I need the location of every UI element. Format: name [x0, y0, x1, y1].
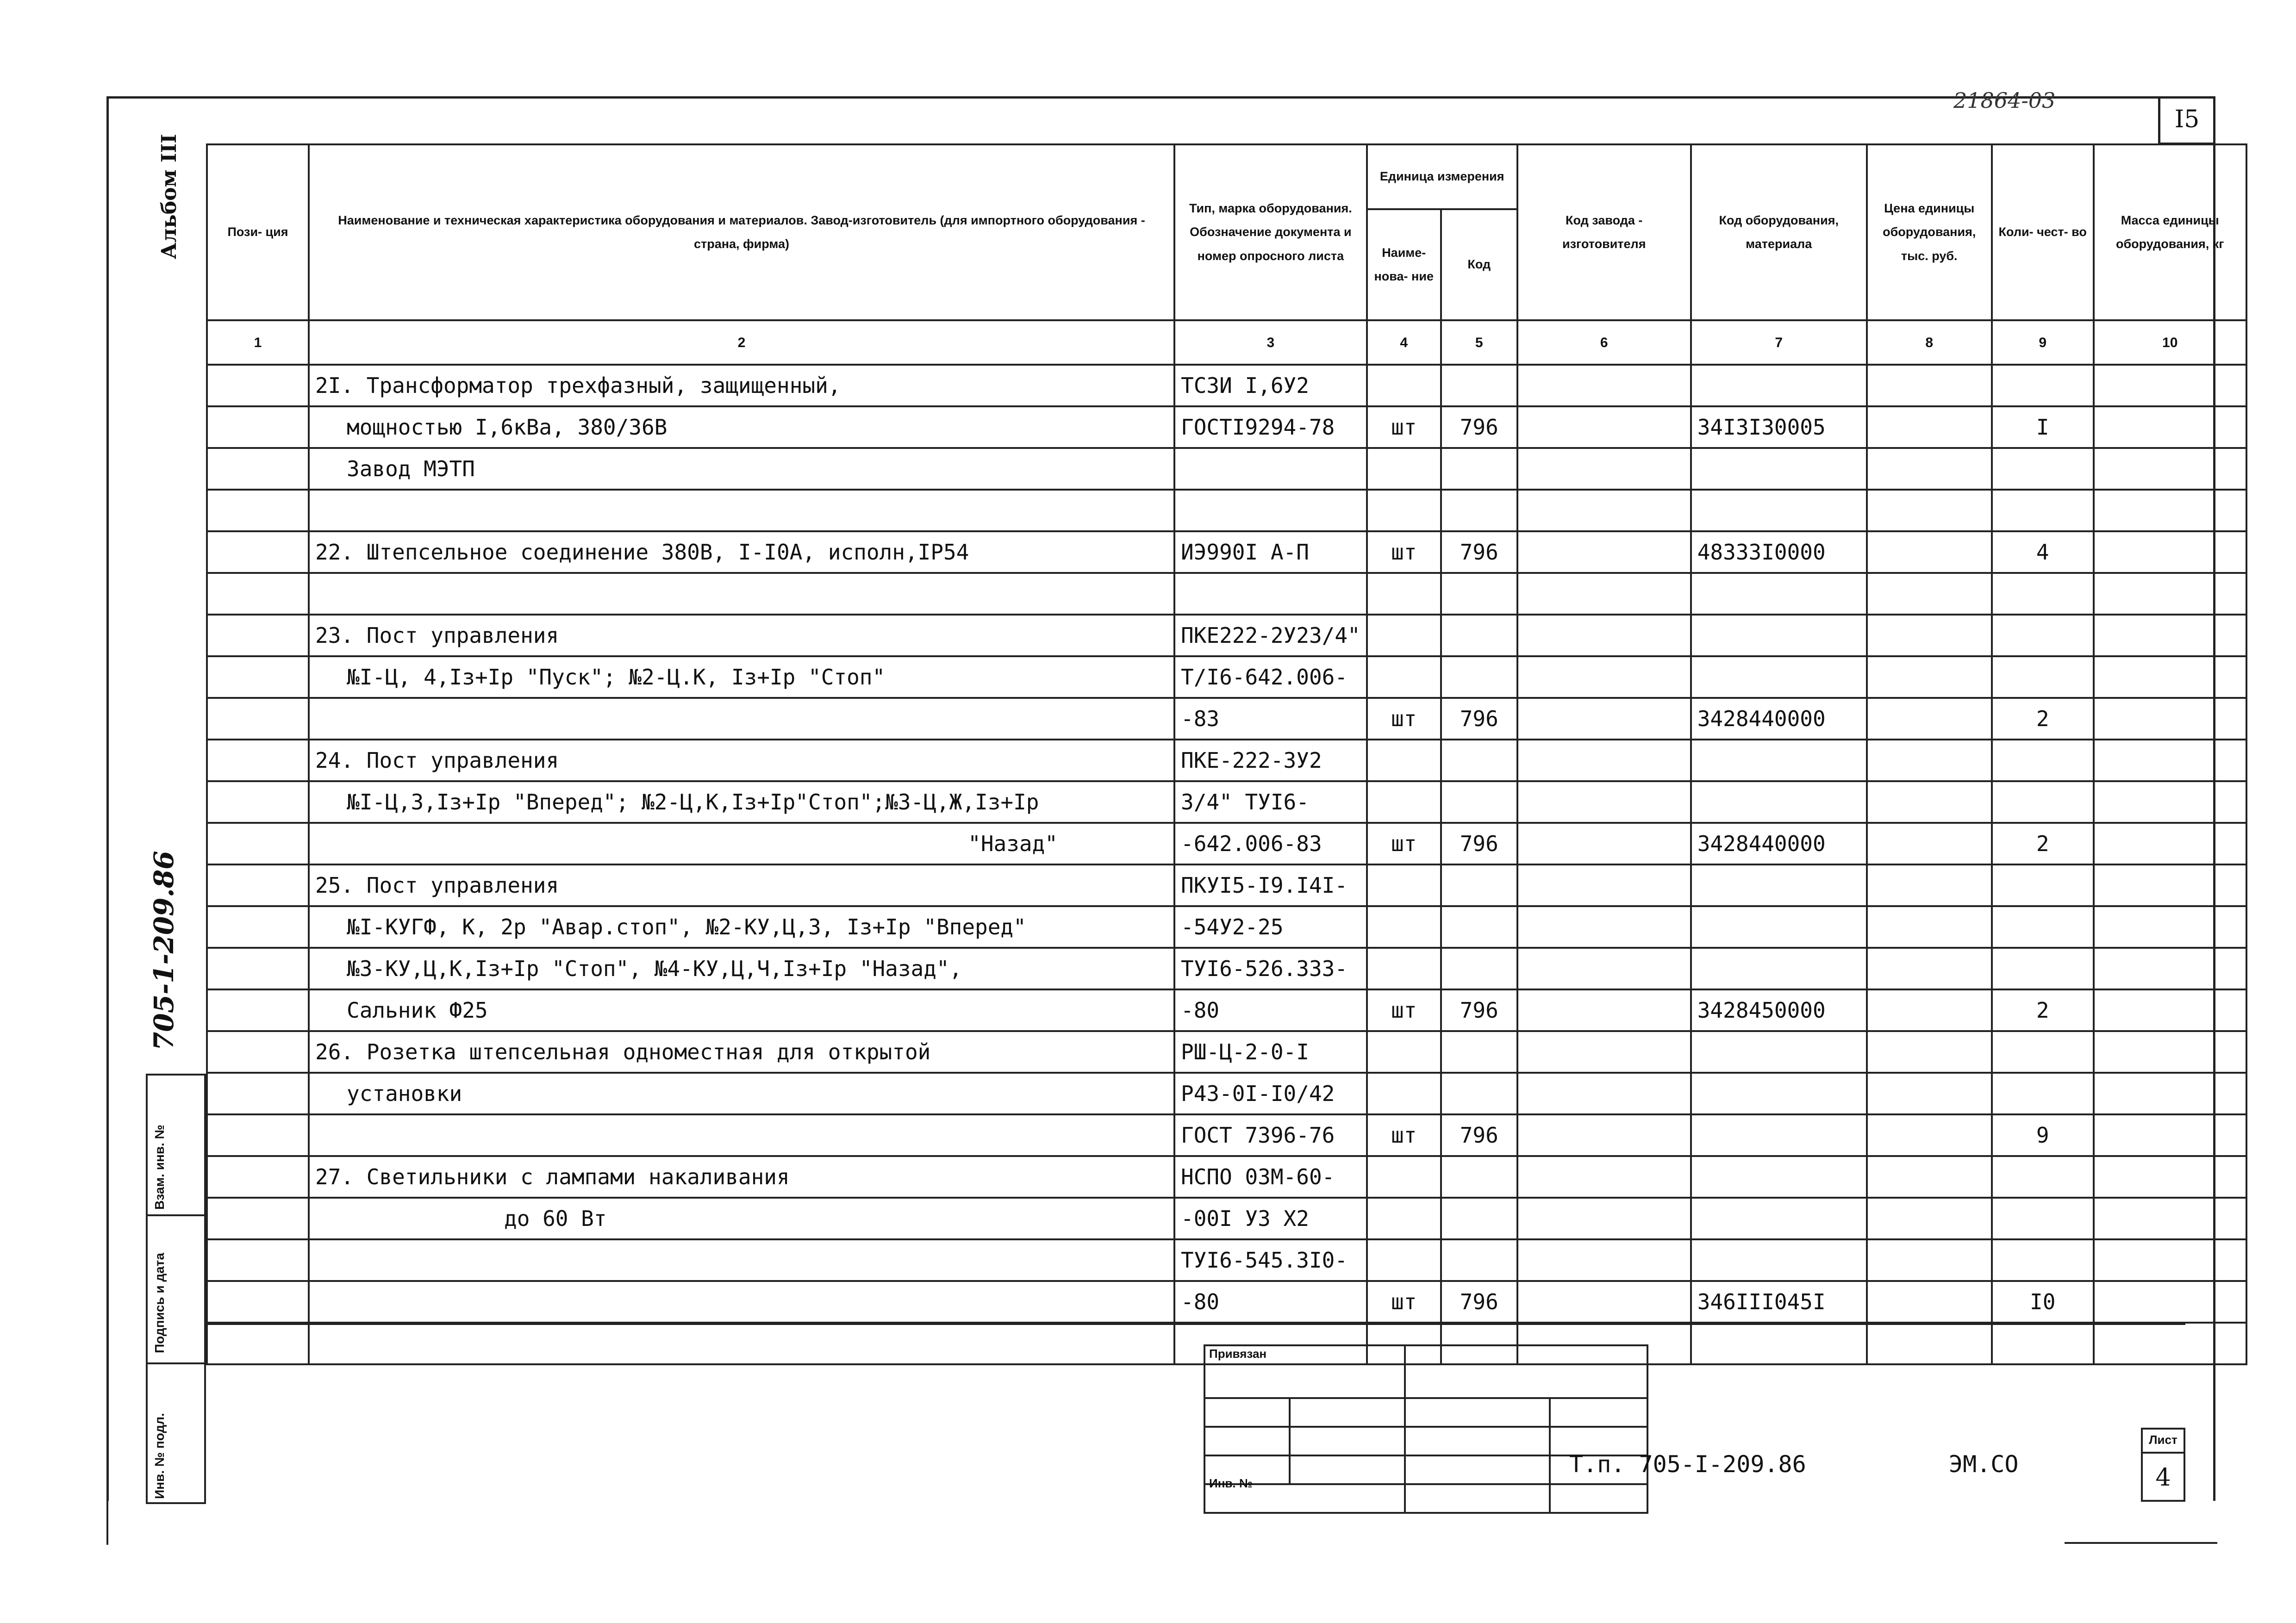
unit-cell [1367, 656, 1441, 698]
type-cell: ИЭ990I А-П [1174, 531, 1367, 573]
mass-cell [2094, 864, 2246, 906]
maker-code-cell [1517, 740, 1691, 781]
maker-code-cell [1517, 864, 1691, 906]
type-cell: -80 [1174, 1281, 1367, 1323]
document-section: ЭМ.СО [1949, 1451, 2019, 1478]
header-row [207, 144, 2246, 209]
name-cell: №I-Ц,3,Iз+Iр "Вперед"; №2-Ц,К,Iз+Iр"Стоп";№3-Ц,Ж,Iз+Iр [309, 781, 1174, 823]
name-cell: 26. Розетка штепсельная одноместная для открытой [309, 1031, 1174, 1073]
eq-code-cell [1691, 573, 1867, 615]
header-unit: Единица измерения [1367, 144, 1517, 209]
type-cell: ПКУI5-I9.I4I- [1174, 864, 1367, 906]
mass-cell [2094, 823, 2246, 864]
qty-cell: I [1992, 406, 2094, 448]
maker-code-cell [1517, 1073, 1691, 1114]
price-cell [1867, 656, 1992, 698]
name-cell [309, 573, 1174, 615]
qty-cell: 2 [1992, 698, 2094, 740]
maker-code-cell [1517, 1239, 1691, 1281]
table-row [207, 989, 2246, 1031]
name-cell: 25. Пост управления [309, 864, 1174, 906]
pos-cell [207, 781, 309, 823]
price-cell [1867, 906, 1992, 948]
price-cell [1867, 948, 1992, 989]
qty-cell [1992, 864, 2094, 906]
table-row [207, 781, 2246, 823]
qty-cell [1992, 1031, 2094, 1073]
pos-cell [207, 948, 309, 989]
unit-code-cell [1441, 365, 1517, 406]
table-row [207, 906, 2246, 948]
type-cell: ГОСТI9294-78 [1174, 406, 1367, 448]
unit-code-cell [1441, 1031, 1517, 1073]
maker-code-cell [1517, 1114, 1691, 1156]
maker-code-cell [1517, 573, 1691, 615]
price-cell [1867, 365, 1992, 406]
table-row [207, 823, 2246, 864]
maker-code-cell [1517, 781, 1691, 823]
type-cell: НСПО 03М-60- [1174, 1156, 1367, 1198]
eq-code-cell: 3428440000 [1691, 698, 1867, 740]
table-row [207, 448, 2246, 490]
maker-code-cell [1517, 365, 1691, 406]
qty-cell [1992, 365, 2094, 406]
col-number: 2 [309, 320, 1174, 365]
table-row [207, 531, 2246, 573]
price-cell [1867, 448, 1992, 490]
sheet-corner-number: I5 [2158, 96, 2214, 145]
table-row [207, 490, 2246, 531]
mass-cell [2094, 1073, 2246, 1114]
unit-code-cell [1441, 1073, 1517, 1114]
table-row [207, 1114, 2246, 1156]
mass-cell [2094, 448, 2246, 490]
album-label: Альбом III [157, 134, 181, 259]
mass-cell [2094, 740, 2246, 781]
price-cell [1867, 823, 1992, 864]
maker-code-cell [1517, 1031, 1691, 1073]
price-cell [1867, 1281, 1992, 1323]
qty-cell [1992, 448, 2094, 490]
unit-code-cell: 796 [1441, 1281, 1517, 1323]
price-cell [1867, 1198, 1992, 1239]
maker-code-cell [1517, 989, 1691, 1031]
header-maker-code: Код завода - изготовителя [1517, 144, 1691, 320]
maker-code-cell [1517, 698, 1691, 740]
table-row [207, 365, 2246, 406]
price-cell [1867, 989, 1992, 1031]
eq-code-cell [1691, 1031, 1867, 1073]
type-cell: -642.006-83 [1174, 823, 1367, 864]
sheet-number: 4 [2155, 1464, 2171, 1492]
type-cell: ТУI6-526.333- [1174, 948, 1367, 989]
eq-code-cell [1691, 948, 1867, 989]
header-eq-code: Код оборудования, материала [1691, 144, 1867, 320]
type-cell: 3/4" ТУI6- [1174, 781, 1367, 823]
mass-cell [2094, 1031, 2246, 1073]
type-cell: -83 [1174, 698, 1367, 740]
unit-cell [1367, 1073, 1441, 1114]
col-number: 3 [1174, 320, 1367, 365]
name-cell: Завод МЭТП [309, 448, 1174, 490]
qty-cell [1992, 1198, 2094, 1239]
mass-cell [2094, 989, 2246, 1031]
unit-code-cell: 796 [1441, 531, 1517, 573]
name-cell [309, 490, 1174, 531]
maker-code-cell [1517, 406, 1691, 448]
mass-cell [2094, 1198, 2246, 1239]
qty-cell [1992, 948, 2094, 989]
unit-code-cell [1441, 448, 1517, 490]
column-number-row [207, 320, 2246, 365]
table-row [207, 1239, 2246, 1281]
table-row [207, 740, 2246, 781]
unit-cell [1367, 740, 1441, 781]
qty-cell [1992, 1239, 2094, 1281]
qty-cell: 4 [1992, 531, 2094, 573]
archive-number: 21864-03 [1953, 88, 2056, 113]
pos-cell [207, 1031, 309, 1073]
header-qty: Коли- чест- во [1992, 144, 2094, 320]
unit-code-cell: 796 [1441, 406, 1517, 448]
mass-cell [2094, 531, 2246, 573]
eq-code-cell [1691, 656, 1867, 698]
eq-code-cell [1691, 1073, 1867, 1114]
name-cell: №3-КУ,Ц,К,Iз+Iр "Стоп", №4-КУ,Ц,Ч,Iз+Iр "Назад", [309, 948, 1174, 989]
qty-cell: 2 [1992, 989, 2094, 1031]
price-cell [1867, 1031, 1992, 1073]
table-row [207, 948, 2246, 989]
table-row [207, 1156, 2246, 1198]
approval-stamp [146, 1074, 206, 1504]
unit-code-cell [1441, 864, 1517, 906]
col-number: 1 [207, 320, 309, 365]
pos-cell [207, 864, 309, 906]
price-cell [1867, 1156, 1992, 1198]
pos-cell [207, 490, 309, 531]
qty-cell [1992, 1156, 2094, 1198]
unit-cell [1367, 864, 1441, 906]
mass-cell [2094, 698, 2246, 740]
pos-cell [207, 1281, 309, 1323]
unit-cell: шт [1367, 531, 1441, 573]
table-row [207, 1198, 2246, 1239]
unit-code-cell [1441, 740, 1517, 781]
unit-cell [1367, 1198, 1441, 1239]
pos-cell [207, 989, 309, 1031]
type-cell: ГОСТ 7396-76 [1174, 1114, 1367, 1156]
name-cell: мощностью I,6кВа, 380/36В [309, 406, 1174, 448]
col-number: 6 [1517, 320, 1691, 365]
pos-cell [207, 1114, 309, 1156]
eq-code-cell: 346III045I [1691, 1281, 1867, 1323]
stamp-inv-orig: Инв. № подл. [152, 1413, 167, 1499]
unit-cell: шт [1367, 1281, 1441, 1323]
unit-cell [1367, 448, 1441, 490]
eq-code-cell [1691, 615, 1867, 656]
mass-cell [2094, 406, 2246, 448]
unit-cell [1367, 906, 1441, 948]
mass-cell [2094, 1239, 2246, 1281]
table-row [207, 406, 2246, 448]
unit-code-cell [1441, 573, 1517, 615]
left-tail-rule [106, 1501, 108, 1545]
qty-cell [1992, 656, 2094, 698]
col-number: 4 [1367, 320, 1441, 365]
price-cell [1867, 864, 1992, 906]
eq-code-cell [1691, 1239, 1867, 1281]
price-cell [1867, 490, 1992, 531]
bound-label: Привязан [1209, 1347, 1267, 1361]
pos-cell [207, 365, 309, 406]
maker-code-cell [1517, 1281, 1691, 1323]
type-cell [1174, 573, 1367, 615]
eq-code-cell: 3428440000 [1691, 823, 1867, 864]
col-number: 10 [2094, 320, 2246, 365]
mass-cell [2094, 948, 2246, 989]
binding-table [1204, 1344, 1648, 1514]
unit-cell: шт [1367, 406, 1441, 448]
table-row [207, 1031, 2246, 1073]
price-cell [1867, 698, 1992, 740]
qty-cell [1992, 1073, 2094, 1114]
maker-code-cell [1517, 1156, 1691, 1198]
unit-cell: шт [1367, 698, 1441, 740]
unit-code-cell [1441, 948, 1517, 989]
qty-cell: 2 [1992, 823, 2094, 864]
unit-code-cell: 796 [1441, 1114, 1517, 1156]
qty-cell [1992, 615, 2094, 656]
unit-code-cell: 796 [1441, 823, 1517, 864]
unit-cell [1367, 490, 1441, 531]
col-number: 7 [1691, 320, 1867, 365]
maker-code-cell [1517, 448, 1691, 490]
mass-cell [2094, 1281, 2246, 1323]
eq-code-cell [1691, 906, 1867, 948]
eq-code-cell [1691, 490, 1867, 531]
price-cell [1867, 406, 1992, 448]
title-block [206, 1323, 2185, 1501]
unit-code-cell [1441, 615, 1517, 656]
type-cell: ТУI6-545.3I0- [1174, 1239, 1367, 1281]
pos-cell [207, 406, 309, 448]
price-cell [1867, 531, 1992, 573]
price-cell [1867, 1073, 1992, 1114]
pos-cell [207, 531, 309, 573]
pos-cell [207, 1073, 309, 1114]
unit-cell: шт [1367, 823, 1441, 864]
mass-cell [2094, 656, 2246, 698]
type-cell: -80 [1174, 989, 1367, 1031]
pos-cell [207, 1239, 309, 1281]
mass-cell [2094, 781, 2246, 823]
maker-code-cell [1517, 656, 1691, 698]
pos-cell [207, 906, 309, 948]
type-cell: РШ-Ц-2-0-I [1174, 1031, 1367, 1073]
name-cell: 23. Пост управления [309, 615, 1174, 656]
header-unit-code: Код [1441, 209, 1517, 320]
name-cell [309, 698, 1174, 740]
header-mass: Масса единицы оборудования, кг [2094, 144, 2246, 320]
unit-cell [1367, 1156, 1441, 1198]
unit-code-cell [1441, 906, 1517, 948]
eq-code-cell: 34I3I30005 [1691, 406, 1867, 448]
name-cell: 2I. Трансформатор трехфазный, защищенный, [309, 365, 1174, 406]
pos-cell [207, 615, 309, 656]
qty-cell [1992, 573, 2094, 615]
header-type: Тип, марка оборудования. Обозначение документа и номер опросного листа [1174, 144, 1367, 320]
price-cell [1867, 1239, 1992, 1281]
stamp-inv-sub: Взам. инв. № [152, 1125, 167, 1210]
pos-cell [207, 1198, 309, 1239]
unit-code-cell [1441, 1156, 1517, 1198]
unit-cell [1367, 1239, 1441, 1281]
table-body [207, 365, 2246, 1364]
name-cell: 24. Пост управления [309, 740, 1174, 781]
maker-code-cell [1517, 823, 1691, 864]
name-cell [309, 1114, 1174, 1156]
unit-cell [1367, 573, 1441, 615]
pos-cell [207, 698, 309, 740]
mass-cell [2094, 615, 2246, 656]
name-cell: №I-Ц, 4,Iз+Iр "Пуск"; №2-Ц.К, Iз+Iр "Стоп" [309, 656, 1174, 698]
table-row [207, 864, 2246, 906]
mass-cell [2094, 365, 2246, 406]
type-cell [1174, 448, 1367, 490]
header-pos: Пози- ция [207, 144, 309, 320]
price-cell [1867, 740, 1992, 781]
table-row [207, 698, 2246, 740]
eq-code-cell [1691, 740, 1867, 781]
eq-code-cell: 48333I0000 [1691, 531, 1867, 573]
unit-code-cell [1441, 1198, 1517, 1239]
qty-cell: I0 [1992, 1281, 2094, 1323]
name-cell: до 60 Вт [309, 1198, 1174, 1239]
eq-code-cell [1691, 864, 1867, 906]
pos-cell [207, 740, 309, 781]
mass-cell [2094, 906, 2246, 948]
maker-code-cell [1517, 490, 1691, 531]
qty-cell: 9 [1992, 1114, 2094, 1156]
header-price: Цена единицы оборудования, тыс. руб. [1867, 144, 1992, 320]
table-row [207, 615, 2246, 656]
table-row [207, 573, 2246, 615]
unit-code-cell [1441, 1239, 1517, 1281]
document-number: Т.п. 705-I-209.86 [1569, 1451, 1806, 1478]
col-number: 9 [1992, 320, 2094, 365]
col-number: 5 [1441, 320, 1517, 365]
bottom-rule [2065, 1542, 2217, 1544]
rotated-doc-number: 705-1-209.86 [148, 851, 180, 1051]
name-cell: Сальник Ф25 [309, 989, 1174, 1031]
mass-cell [2094, 573, 2246, 615]
col-number: 8 [1867, 320, 1992, 365]
name-cell [309, 1239, 1174, 1281]
type-cell: -00I УЗ Х2 [1174, 1198, 1367, 1239]
price-cell [1867, 573, 1992, 615]
maker-code-cell [1517, 1198, 1691, 1239]
mass-cell [2094, 1156, 2246, 1198]
mass-cell [2094, 490, 2246, 531]
maker-code-cell [1517, 906, 1691, 948]
unit-cell [1367, 365, 1441, 406]
unit-cell: шт [1367, 1114, 1441, 1156]
header-name: Наименование и техническая характеристика оборудования и материалов. Завод-изготовитель (для импортного оборудования - страна, фирма) [309, 144, 1174, 320]
type-cell: ПКЕ-222-3У2 [1174, 740, 1367, 781]
name-cell: 27. Светильники с лампами накаливания [309, 1156, 1174, 1198]
eq-code-cell [1691, 1114, 1867, 1156]
name-cell: 22. Штепсельное соединение 380В, I-I0А, исполн,IP54 [309, 531, 1174, 573]
eq-code-cell [1691, 448, 1867, 490]
header-unit-name: Наиме- нова- ние [1367, 209, 1441, 320]
unit-code-cell [1441, 490, 1517, 531]
table-row [207, 1073, 2246, 1114]
unit-cell [1367, 615, 1441, 656]
pos-cell [207, 1156, 309, 1198]
unit-code-cell [1441, 656, 1517, 698]
table-row [207, 656, 2246, 698]
maker-code-cell [1517, 948, 1691, 989]
name-cell: №I-КУГФ, К, 2р "Авар.стоп", №2-КУ,Ц,З, Iз+Iр "Вперед" [309, 906, 1174, 948]
pos-cell [207, 823, 309, 864]
inv-number-label: Инв. № [1209, 1476, 1253, 1490]
unit-cell [1367, 948, 1441, 989]
maker-code-cell [1517, 615, 1691, 656]
unit-cell: шт [1367, 989, 1441, 1031]
price-cell [1867, 1114, 1992, 1156]
unit-cell [1367, 1031, 1441, 1073]
table-row [207, 1281, 2246, 1323]
stamp-sign-date: Подпись и дата [152, 1253, 167, 1353]
eq-code-cell [1691, 365, 1867, 406]
unit-cell [1367, 781, 1441, 823]
eq-code-cell [1691, 1156, 1867, 1198]
eq-code-cell [1691, 781, 1867, 823]
mass-cell [2094, 1114, 2246, 1156]
unit-code-cell: 796 [1441, 989, 1517, 1031]
unit-code-cell [1441, 781, 1517, 823]
name-cell [309, 1281, 1174, 1323]
sheet-label: Лист [2143, 1430, 2184, 1454]
name-cell: установки [309, 1073, 1174, 1114]
pos-cell [207, 573, 309, 615]
type-cell: -54У2-25 [1174, 906, 1367, 948]
equipment-table [206, 143, 2247, 1365]
unit-code-cell: 796 [1441, 698, 1517, 740]
maker-code-cell [1517, 531, 1691, 573]
pos-cell [207, 448, 309, 490]
qty-cell [1992, 906, 2094, 948]
pos-cell [207, 656, 309, 698]
qty-cell [1992, 740, 2094, 781]
type-cell [1174, 490, 1367, 531]
price-cell [1867, 615, 1992, 656]
price-cell [1867, 781, 1992, 823]
type-cell: ТСЗИ I,6У2 [1174, 365, 1367, 406]
type-cell: Р43-0I-I0/42 [1174, 1073, 1367, 1114]
qty-cell [1992, 490, 2094, 531]
sheet-number-box [2141, 1428, 2185, 1502]
eq-code-cell: 3428450000 [1691, 989, 1867, 1031]
eq-code-cell [1691, 1198, 1867, 1239]
type-cell: ПКЕ222-2У23/4" [1174, 615, 1367, 656]
name-cell: "Назад" [309, 823, 1174, 864]
qty-cell [1992, 781, 2094, 823]
type-cell: Т/I6-642.006- [1174, 656, 1367, 698]
